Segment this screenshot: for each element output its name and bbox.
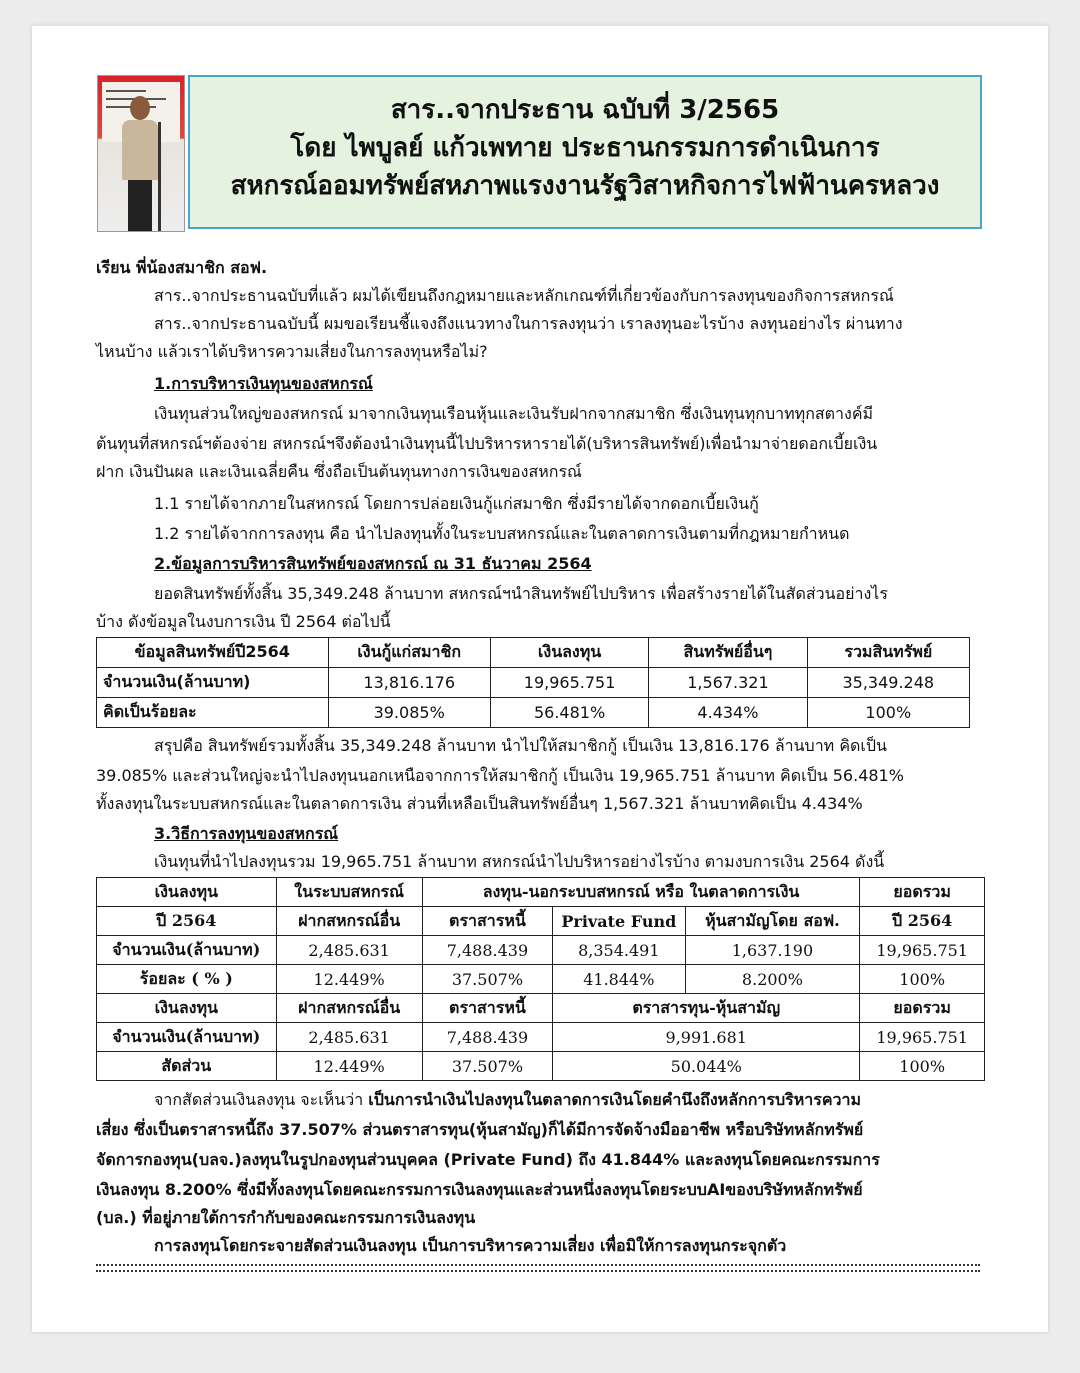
inv-header-total-year: ปี 2564 [860,907,985,936]
inv2-cell: 12.449% [276,1052,422,1081]
asset-cell: 1,567.321 [649,668,807,698]
asset-cell: 39.085% [328,698,490,728]
asset-row-label: จำนวนเงิน(ล้านบาท) [97,668,329,698]
title-line-3: สหกรณ์ออมทรัพย์สหภาพแรงงานรัฐวิสาหกิจการไฟฟ้านครหลวง [230,171,940,201]
inv-row-label: ร้อยละ ( % ) [97,965,277,994]
inv2-cell: 100% [860,1052,985,1081]
section2-line-1: ยอดสินทรัพย์ทั้งสิ้น 35,349.248 ล้านบาท สหกรณ์ฯนำสินทรัพย์ไปบริหาร เพื่อสร้างรายได้ในสัดส่วนอย่างไร [154,584,888,603]
section1-item-1: 1.1 รายได้จากภายในสหกรณ์ โดยการปล่อยเงินกู้แก่สมาชิก ซึ่งมีรายได้จากดอกเบี้ยเงินกู้ [154,494,759,513]
title-line-2: โดย ไพบูลย์ แก้วเพทาย ประธานกรรมการดำเนินการ [290,133,880,163]
asset-table [96,637,970,728]
inv-cell: 41.844% [553,965,685,994]
inv2-header: เงินลงทุน [97,994,277,1023]
asset-cell: 19,965.751 [490,668,648,698]
inv2-cell: 37.507% [422,1052,552,1081]
section1-line-1: เงินทุนส่วนใหญ่ของสหกรณ์ มาจากเงินทุนเรือนหุ้นและเงินรับฝากจากสมาชิก ซึ่งเงินทุนทุกบาททุกสตางค์มี [154,404,874,423]
inv-cell: 7,488.439 [422,936,552,965]
section2-summary-2: 39.085% และส่วนใหญ่จะนำไปลงทุนนอกเหนือจากการให้สมาชิกกู้ เป็นเงิน 19,965.751 ล้านบาท คิดเป็น 56.481% [96,766,904,785]
inv2-header: ฝากสหกรณ์อื่น [276,994,422,1023]
inv2-header: ตราสารทุน-หุ้นสามัญ [553,994,860,1023]
inv2-cell: 2,485.631 [276,1023,422,1052]
inv2-cell: 50.044% [553,1052,860,1081]
asset-header-cell: รวมสินทรัพย์ [807,638,969,668]
inv-cell: 12.449% [276,965,422,994]
greeting: เรียน พี่น้องสมาชิก สอฟ. [96,258,268,277]
section2-summary-3: ทั้งลงทุนในระบบสหกรณ์และในตลาดการเงิน ส่วนที่เหลือเป็นสินทรัพย์อื่นๆ 1,567.321 ล้านบาทคิดเป็น 4.434% [96,794,863,813]
inv-sub-header: หุ้นสามัญโดย สอฟ. [685,907,860,936]
title-box [188,75,982,229]
section1-line-2: ต้นทุนที่สหกรณ์ฯต้องจ่าย สหกรณ์ฯจึงต้องนำเงินทุนนี้ไปบริหารหารายได้(บริหารสินทรัพย์)เพื่อนำมาจ่ายดอกเบี้ยเงิน [96,434,878,453]
inv-cell: 1,637.190 [685,936,860,965]
section1-heading: 1.การบริหารเงินทุนของสหกรณ์ [154,374,373,393]
conclusion-line-4: เงินลงทุน 8.200% ซึ่งมีทั้งลงทุนโดยคณะกรรมการเงินลงทุนและส่วนหนึ่งลงทุนโดยระบบAIของบริษัทหลักทรัพย์ [96,1180,863,1199]
inv-cell: 8.200% [685,965,860,994]
intro-line-3: ไหนบ้าง แล้วเราได้บริหารความเสี่ยงในการลงทุนหรือไม่? [96,342,488,361]
asset-cell: 13,816.176 [328,668,490,698]
investment-table [96,877,985,1081]
inv-cell: 100% [860,965,985,994]
dotted-divider [96,1264,980,1272]
inv2-cell: 19,965.751 [860,1023,985,1052]
intro-line-1: สาร..จากประธานฉบับที่แล้ว ผมได้เขียนถึงกฎหมายและหลักเกณฑ์ที่เกี่ยวข้องกับการลงทุนของกิจการสหกรณ์ [154,286,894,305]
inv2-row-label: จำนวนเงิน(ล้านบาท) [97,1023,277,1052]
inv-cell: 37.507% [422,965,552,994]
section1-line-3: ฝาก เงินปันผล และเงินเฉลี่ยคืน ซึ่งถือเป็นต้นทุนทางการเงินของสหกรณ์ [96,462,582,481]
inv2-row-label: สัดส่วน [97,1052,277,1081]
inv-header-coop: ในระบบสหกรณ์ [276,878,422,907]
inv2-cell: 9,991.681 [553,1023,860,1052]
inv-cell: 8,354.491 [553,936,685,965]
section2-heading: 2.ข้อมูลการบริหารสินทรัพย์ของสหกรณ์ ณ 31 ธันวาคม 2564 [154,554,592,573]
inv-header-label: เงินลงทุน [97,878,277,907]
inv-header-total: ยอดรวม [860,878,985,907]
intro-line-2: สาร..จากประธานฉบับนี้ ผมขอเรียนชี้แจงถึงแนวทางในการลงทุนว่า เราลงทุนอะไรบ้าง ลงทุนอย่างไร ผ่านทาง [154,314,903,333]
inv-row-label: จำนวนเงิน(ล้านบาท) [97,936,277,965]
final-line: การลงทุนโดยกระจายสัดส่วนเงินลงทุน เป็นการบริหารความเสี่ยง เพื่อมิให้การลงทุนกระจุกตัว [154,1236,787,1255]
asset-header-cell: สินทรัพย์อื่นๆ [649,638,807,668]
section2-line-2: บ้าง ดังข้อมูลในงบการเงิน ปี 2564 ต่อไปนี้ [96,612,391,631]
inv-cell: 19,965.751 [860,936,985,965]
document-page [32,26,1048,1332]
asset-cell: 56.481% [490,698,648,728]
conclusion-bold: เป็นการนำเงินไปลงทุนในตลาดการเงินโดยคำนึงถึงหลักการบริหารความ [368,1090,862,1109]
section1-item-2: 1.2 รายได้จากการลงทุน คือ นำไปลงทุนทั้งในระบบสหกรณ์และในตลาดการเงินตามที่กฎหมายกำหนด [154,524,850,543]
asset-header-cell: เงินลงทุน [490,638,648,668]
section3-heading: 3.วิธีการลงทุนของสหกรณ์ [154,824,339,843]
asset-cell: 4.434% [649,698,807,728]
conclusion-pre: จากสัดส่วนเงินลงทุน จะเห็นว่า [154,1090,369,1109]
asset-header-cell: ข้อมูลสินทรัพย์ปี2564 [97,638,329,668]
chairman-photo [97,75,185,232]
inv-header-year: ปี 2564 [97,907,277,936]
section3-intro: เงินทุนที่นำไปลงทุนรวม 19,965.751 ล้านบาท สหกรณ์นำไปบริหารอย่างไรบ้าง ตามงบการเงิน 2564 ดังนี้ [154,852,885,871]
asset-cell: 100% [807,698,969,728]
conclusion-line-5: (บล.) ที่อยู่ภายใต้การกำกับของคณะกรรมการเงินลงทุน [96,1208,476,1227]
section2-summary-1: สรุปคือ สินทรัพย์รวมทั้งสิ้น 35,349.248 ล้านบาท นำไปให้สมาชิกกู้ เป็นเงิน 13,816.176 ล้านบาท คิดเป็น [154,736,887,755]
inv-sub-header: ฝากสหกรณ์อื่น [276,907,422,936]
inv2-cell: 7,488.439 [422,1023,552,1052]
inv2-header: ยอดรวม [860,994,985,1023]
title-line-1: สาร..จากประธาน ฉบับที่ 3/2565 [390,95,780,125]
conclusion-line-2: เสี่ยง ซึ่งเป็นตราสารหนี้ถึง 37.507% ส่วนตราสารทุน(หุ้นสามัญ)ก็ได้มีการจัดจ้างมืออาชีพ หรือบริษัทหลักทรัพย์ [96,1120,864,1139]
asset-cell: 35,349.248 [807,668,969,698]
conclusion-line-3: จัดการกองทุน(บลจ.)ลงทุนในรูปกองทุนส่วนบุคคล (Private Fund) ถึง 41.844% และลงทุนโดยคณะกรรมการ [96,1150,880,1169]
inv2-header: ตราสารหนี้ [422,994,552,1023]
inv-sub-header: Private Fund [553,907,685,936]
asset-header-cell: เงินกู้แก่สมาชิก [328,638,490,668]
inv-sub-header: ตราสารหนี้ [422,907,552,936]
inv-cell: 2,485.631 [276,936,422,965]
conclusion-line-1 [154,1086,861,1114]
inv-header-market: ลงทุน-นอกระบบสหกรณ์ หรือ ในตลาดการเงิน [422,878,860,907]
asset-row-label: คิดเป็นร้อยละ [97,698,329,728]
